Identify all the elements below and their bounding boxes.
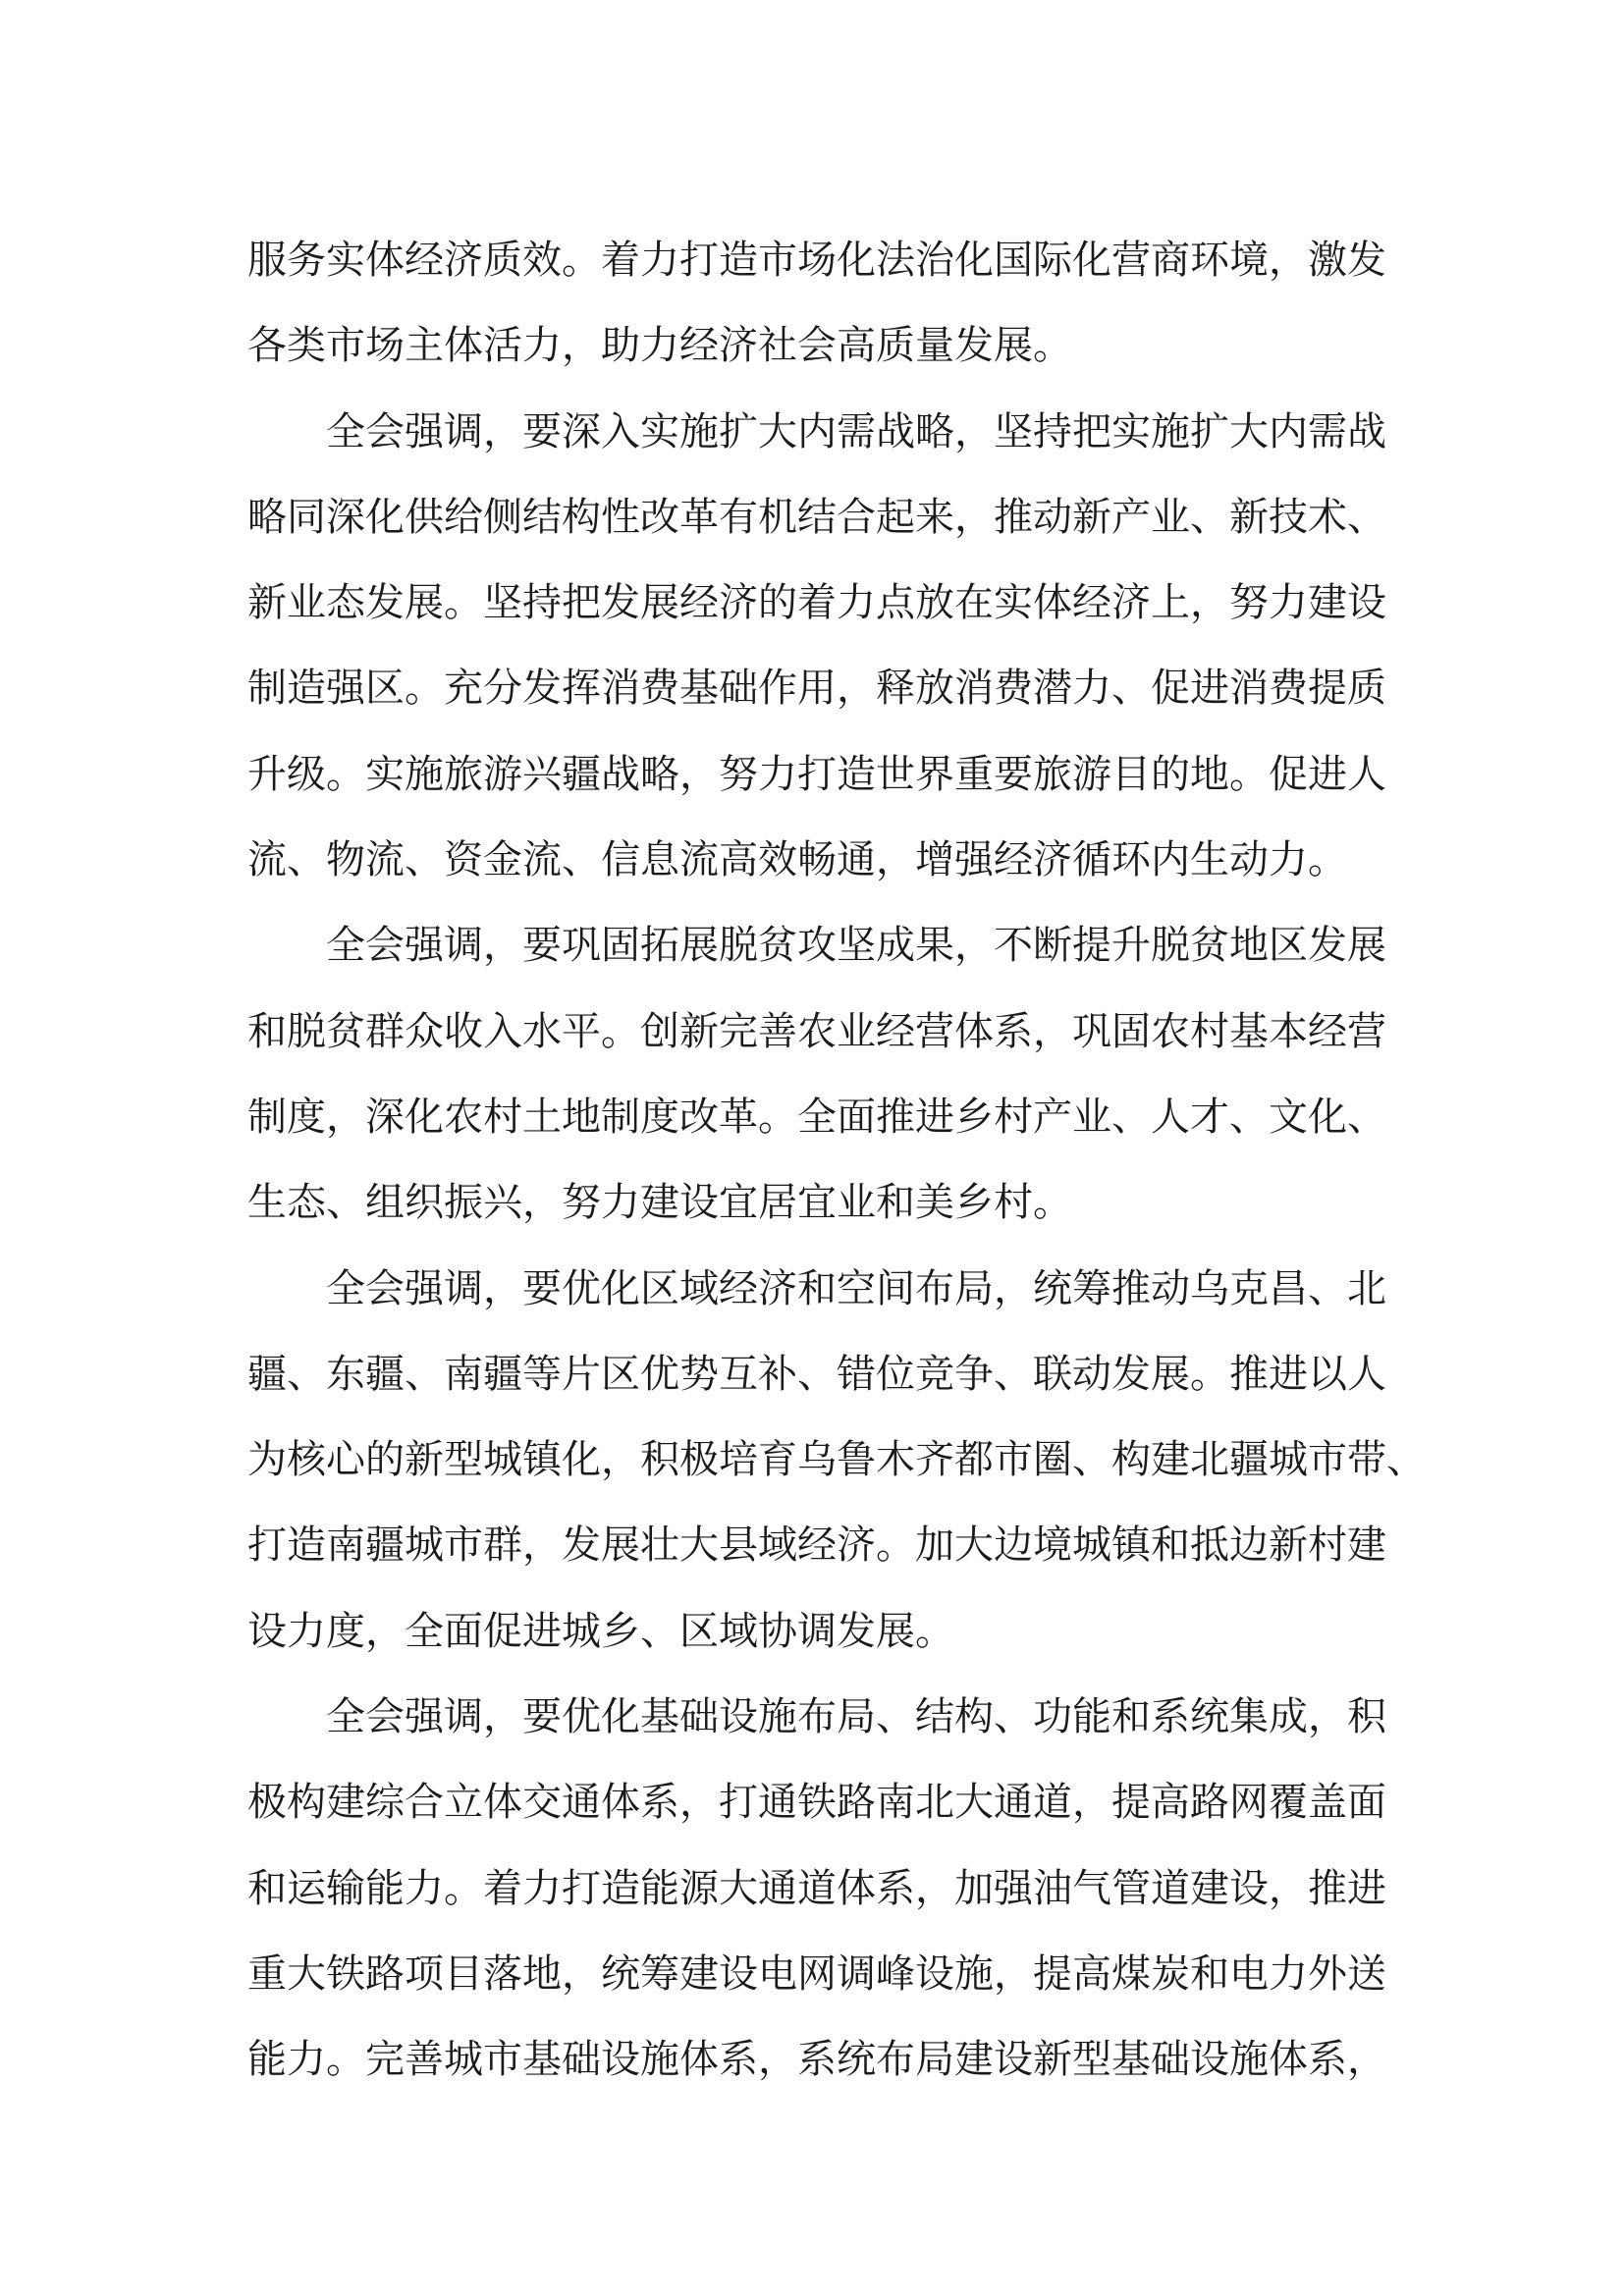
paragraph-4 xyxy=(247,1247,1426,1675)
text-line: 服务实体经济质效。着力打造市场化法治化国际化营商环境，激发 xyxy=(247,238,1386,283)
text-line: 打造南疆城市群，发展壮大县域经济。加大边境城镇和抵边新村建 xyxy=(247,1522,1386,1569)
text-line: 设力度，全面促进城乡、区域协调发展。 xyxy=(247,1608,954,1654)
paragraph-1 xyxy=(247,218,1386,390)
text-line: 和运输能力。着力打造能源大通道体系，加强油气管道建设，推进 xyxy=(247,1865,1386,1911)
text-line: 生态、组织振兴，努力建设宜居宜业和美乡村。 xyxy=(247,1180,1072,1226)
text-line: 疆、东疆、南疆等片区优势互补、错位竞争、联动发展。推进以人 xyxy=(247,1351,1386,1397)
paragraph-5 xyxy=(247,1675,1386,2103)
paragraph-2 xyxy=(247,390,1386,904)
text-line: 略同深化供给侧结构性改革有机结合起来，推动新产业、新技术、 xyxy=(247,494,1386,540)
text-line: 能力。完善城市基础设施体系，系统布局建设新型基础设施体系， xyxy=(247,2037,1386,2083)
text-line: 升级。实施旅游兴疆战略，努力打造世界重要旅游目的地。促进人 xyxy=(247,751,1386,797)
text-line: 全会强调，要优化基础设施布局、结构、功能和系统集成，积 xyxy=(326,1694,1386,1740)
text-line: 制度，深化农村土地制度改革。全面推进乡村产业、人才、文化、 xyxy=(247,1094,1386,1140)
text-line: 和脱贫群众收入水平。创新完善农业经营体系，巩固农村基本经营 xyxy=(247,1008,1386,1054)
text-line: 新业态发展。坚持把发展经济的着力点放在实体经济上，努力建设 xyxy=(247,580,1386,626)
text-line: 重大铁路项目落地，统筹建设电网调峰设施，提高煤炭和电力外送 xyxy=(247,1950,1386,1997)
text-line: 流、物流、资金流、信息流高效畅通，增强经济循环内生动力。 xyxy=(247,837,1347,883)
text-line: 制造强区。充分发挥消费基础作用，释放消费潜力、促进消费提质 xyxy=(247,666,1386,712)
text-line: 为核心的新型城镇化，积极培育乌鲁木齐都市圈、构建北疆城市带、 xyxy=(247,1437,1426,1483)
document-body xyxy=(247,218,1426,2104)
text-line: 各类市场主体活力，助力经济社会高质量发展。 xyxy=(247,323,1072,369)
text-line: 极构建综合立体交通体系，打通铁路南北大通道，提高路网覆盖面 xyxy=(247,1780,1386,1826)
text-line: 全会强调，要巩固拓展脱贫攻坚成果，不断提升脱贫地区发展 xyxy=(326,923,1386,969)
text-line: 全会强调，要优化区域经济和空间布局，统筹推动乌克昌、北 xyxy=(326,1265,1386,1311)
paragraph-3 xyxy=(247,903,1386,1246)
text-line: 全会强调，要深入实施扩大内需战略，坚持把实施扩大内需战 xyxy=(326,408,1386,454)
